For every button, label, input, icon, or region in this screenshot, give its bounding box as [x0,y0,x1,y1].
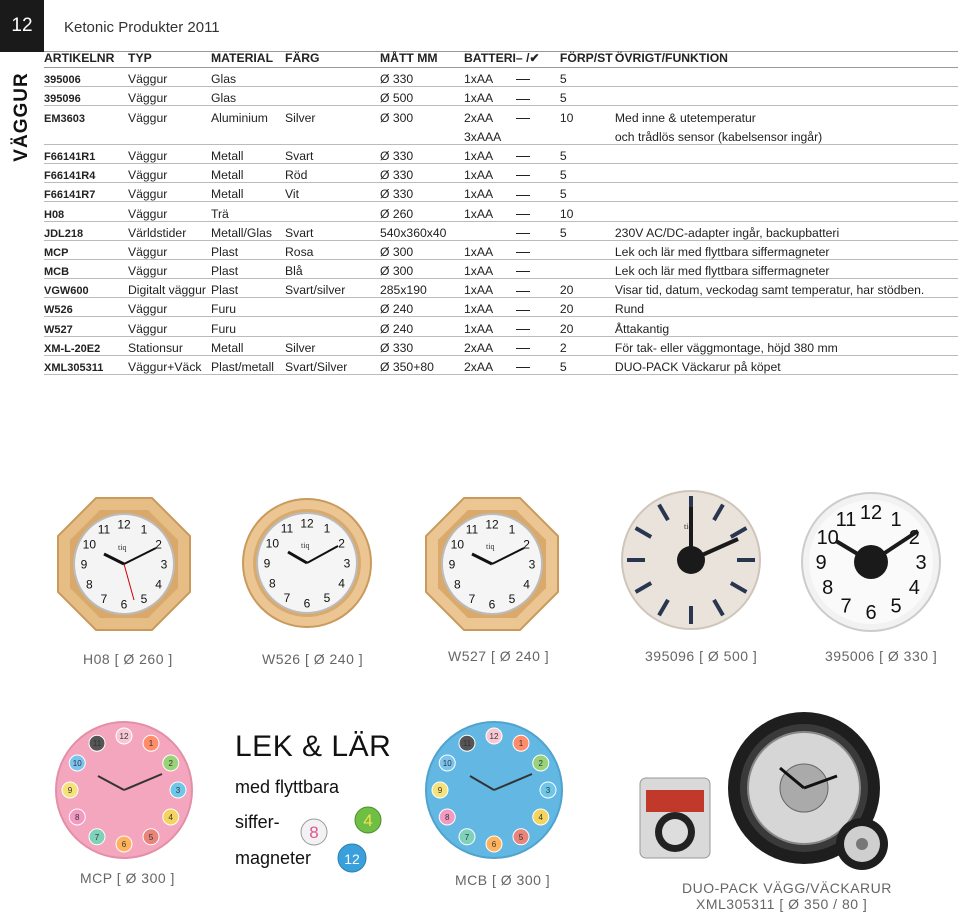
dial-number: 6 [865,602,877,625]
product-image-duo-pack [632,708,942,876]
dial-number: 10 [816,527,839,550]
dial-number: 6 [491,840,497,849]
table-row [44,317,958,336]
table-cell-typ: Väggur [128,240,211,259]
dial-number: 9 [815,552,827,575]
dial-number: 3 [160,557,168,572]
table-cell-artikelnr: VGW600 [44,279,128,298]
table-cell-matt [380,125,464,144]
dash-mark [516,175,530,176]
table-cell-typ: Väggur [128,106,211,125]
table-cell-farg [285,202,380,221]
dial-number: 2 [908,527,920,550]
table-cell-farg: Röd [285,163,380,182]
dash-mark [516,310,530,311]
table-cell-batteri: 2xAA [464,355,516,374]
dial-number: 4 [538,813,543,822]
dial-number: 10 [265,536,280,551]
dial-number: 4 [338,576,345,591]
table-cell-batteri: 1xAA [464,87,516,106]
table-cell-material: Aluminium [211,106,285,125]
table-cell-check [516,183,560,202]
product-image-w527 [424,496,560,632]
table-cell-ovrigt: För tak- eller väggmontage, höjd 380 mm [615,336,958,355]
dial-number: 4 [155,577,162,592]
table-cell-farg: Blå [285,259,380,278]
magnet-12: 12 [344,851,360,867]
product-image-w526 [240,496,374,630]
table-cell-typ: Väggur [128,87,211,106]
dial-number: 2 [538,759,543,768]
dial-number: 5 [508,591,516,606]
table-cell-batteri: 1xAA [464,279,516,298]
dial-number: 11 [280,521,294,536]
table-row [44,336,958,355]
caption-duo-pack: DUO-PACK VÄGG/VÄCKARUR [682,880,892,896]
table-cell-farg [285,68,380,87]
table-cell-check [516,336,560,355]
product-image-mcb [424,720,564,860]
dial-number: 4 [168,813,173,822]
dial-number: 10 [442,759,452,768]
dial-number: 7 [464,832,470,842]
table-cell-artikelnr: JDL218 [44,221,128,240]
dial-number: 1 [518,739,524,749]
table-cell-batteri: 1xAA [464,68,516,87]
table-cell-forp: 5 [560,87,615,106]
table-cell-material: Plast [211,240,285,259]
table-row [44,183,958,202]
table-cell-matt: Ø 330 [380,68,464,87]
table-cell-material: Glas [211,87,285,106]
table-cell-artikelnr: F66141R1 [44,144,128,163]
table-cell-batteri: 1xAA [464,183,516,202]
table-cell-batteri: 1xAA [464,240,516,259]
header-col-check: – /✔ [516,48,560,68]
dial-number: 1 [508,522,516,537]
table-cell-material: Glas [211,68,285,87]
table-cell-forp [560,125,615,144]
header-col-farg: FÄRG [285,48,380,68]
brand-label: tiq [301,541,310,550]
dial-number: 12 [859,502,883,525]
brand-label: tiq [486,542,495,551]
brand-label: tiq [684,522,693,531]
table-cell-typ: Digitalt väggur [128,279,211,298]
table-cell-typ: Väggur [128,259,211,278]
table-cell-matt: Ø 330 [380,163,464,182]
table-row [44,87,958,106]
table-row [44,279,958,298]
dash-mark [516,233,530,234]
magnet-4: 4 [363,811,373,830]
table-cell-material: Metall/Glas [211,221,285,240]
table-cell-check [516,317,560,336]
table-cell-check [516,125,560,144]
dial-number: 12 [485,517,499,532]
table-cell-farg: Silver [285,106,380,125]
table-cell-farg: Svart [285,221,380,240]
promo-line-4: magneter [235,848,312,868]
table-body [44,68,958,375]
product-image-h08 [56,496,192,632]
table-cell-typ: Väggur [128,144,211,163]
table-cell-matt: Ø 300 [380,259,464,278]
dash-mark [516,118,530,119]
dial-number: 8 [454,577,461,592]
dash-mark [516,367,530,368]
dial-number: 8 [269,576,276,591]
table-cell-typ: Väggur [128,163,211,182]
table-cell-batteri: 1xAA [464,202,516,221]
dash-mark [516,329,530,330]
table-cell-check [516,163,560,182]
table-cell-ovrigt: Visar tid, datum, veckodag samt temperatur, har stödben. [615,279,958,298]
dial-number: 12 [300,516,314,531]
dial-number: 10 [72,759,82,768]
table-cell-typ: Väggur [128,68,211,87]
dial-number: 7 [840,595,852,618]
table-cell-batteri [464,221,516,240]
table-cell-farg: Svart [285,144,380,163]
table-cell-ovrigt: Lek och lär med flyttbara siffermagneter [615,259,958,278]
table-cell-check [516,259,560,278]
page-header-title: Ketonic Produkter 2011 [64,19,220,36]
table-cell-matt: Ø 330 [380,183,464,202]
table-cell-farg: Svart/Silver [285,355,380,374]
promo-line-3: siffer- [235,812,280,832]
dial-number: 9 [67,786,73,795]
table-cell-check [516,87,560,106]
table-cell-artikelnr: 395096 [44,87,128,106]
dial-number: 3 [528,557,536,572]
table-cell-farg [285,125,380,144]
section-side-label: VÄGGUR [11,72,32,162]
caption-mcb: MCB [ Ø 300 ] [455,872,551,888]
caption-duo-pack-code: XML305311 [ Ø 350 / 80 ] [696,896,868,912]
dial-number: 12 [489,732,499,741]
header-col-material: MATERIAL [211,48,285,68]
table-cell-material: Plast [211,259,285,278]
dial-number: 10 [450,537,465,552]
dial-number: 6 [120,597,128,612]
dash-mark [516,214,530,215]
table-cell-matt: Ø 240 [380,317,464,336]
product-image-395096 [620,489,762,631]
caption-395096: 395096 [ Ø 500 ] [645,648,758,664]
table-cell-ovrigt: 230V AC/DC-adapter ingår, backupbatteri [615,221,958,240]
table-row [44,221,958,240]
table-cell-typ: Väggur+Väck [128,355,211,374]
dial-number: 2 [523,537,530,552]
table-cell-batteri: 1xAA [464,144,516,163]
dial-number: 6 [121,840,127,849]
dash-mark [516,99,530,100]
table-cell-material: Furu [211,298,285,317]
table-cell-batteri: 1xAA [464,259,516,278]
table-row [44,355,958,374]
caption-395006: 395006 [ Ø 330 ] [825,648,938,664]
table-cell-check [516,68,560,87]
magnet-8: 8 [309,823,319,842]
table-cell-artikelnr: H08 [44,202,128,221]
promo-magnets [298,800,388,874]
table-cell-ovrigt: och trådlös sensor (kabelsensor ingår) [615,125,958,144]
table-cell-ovrigt [615,163,958,182]
table-cell-check [516,298,560,317]
table-cell-forp: 5 [560,163,615,182]
table-cell-artikelnr: W526 [44,298,128,317]
table-cell-forp: 5 [560,355,615,374]
dial-number: 8 [86,577,93,592]
table-cell-typ: Väggur [128,202,211,221]
table-cell-forp: 5 [560,68,615,87]
table-cell-forp [560,259,615,278]
table-cell-material: Metall [211,183,285,202]
dial-number: 9 [263,556,271,571]
table-row [44,106,958,125]
table-cell-material: Plast [211,279,285,298]
dial-number: 1 [148,739,154,749]
table-cell-matt: Ø 300 [380,240,464,259]
table-cell-matt: Ø 500 [380,87,464,106]
table-cell-material [211,125,285,144]
table-cell-check [516,202,560,221]
product-spec-table [44,48,958,375]
table-cell-batteri: 1xAA [464,163,516,182]
table-cell-matt: 285x190 [380,279,464,298]
dial-number: 11 [835,508,857,531]
table-cell-artikelnr: XM-L-20E2 [44,336,128,355]
table-row [44,163,958,182]
dial-number: 7 [100,591,108,606]
table-cell-batteri: 3xAAA [464,125,516,144]
dial-number: 1 [140,522,148,537]
table-cell-matt: Ø 260 [380,202,464,221]
table-cell-forp [560,240,615,259]
dial-number: 3 [545,786,551,795]
dial-number: 3 [915,552,927,575]
dial-number: 3 [343,556,351,571]
table-cell-ovrigt: Med inne & utetemperatur [615,106,958,125]
dial-number: 8 [75,813,80,822]
caption-mcp: MCP [ Ø 300 ] [80,870,175,886]
product-image-mcp [54,720,194,860]
table-row [44,240,958,259]
table-row [44,68,958,87]
table-cell-ovrigt [615,87,958,106]
table-cell-batteri: 2xAA [464,336,516,355]
dash-mark [516,156,530,157]
table-cell-typ [128,125,211,144]
table-row [44,144,958,163]
dial-number: 9 [448,557,456,572]
table-cell-artikelnr: XML305311 [44,355,128,374]
dial-number: 3 [175,786,181,795]
dial-number: 4 [908,577,920,600]
table-cell-typ: Väggur [128,298,211,317]
header-col-typ: TYP [128,48,211,68]
dial-number: 4 [523,577,530,592]
table-cell-farg: Svart/silver [285,279,380,298]
table-cell-typ: Väggur [128,317,211,336]
product-image-395006 [800,491,942,633]
dial-number: 12 [117,517,131,532]
table-cell-ovrigt [615,202,958,221]
page-number: 12 [0,0,44,52]
table-cell-forp: 10 [560,106,615,125]
table-cell-material: Metall [211,336,285,355]
table-cell-ovrigt: Rund [615,298,958,317]
table-cell-farg [285,317,380,336]
dial-number: 5 [148,832,154,842]
table-cell-matt: Ø 350+80 [380,355,464,374]
dial-number: 7 [94,832,100,842]
table-cell-farg: Vit [285,183,380,202]
table-cell-typ: Väggur [128,183,211,202]
table-cell-artikelnr [44,125,128,144]
caption-w527: W527 [ Ø 240 ] [448,648,550,664]
table-cell-artikelnr: EM3603 [44,106,128,125]
table-cell-forp: 20 [560,317,615,336]
header-col-batteri: BATTERI [464,48,516,68]
dial-number: 11 [92,739,102,749]
dial-number: 5 [890,595,902,618]
table-cell-farg [285,298,380,317]
dial-number: 7 [283,590,291,605]
table-cell-matt: Ø 330 [380,336,464,355]
table-cell-matt: Ø 240 [380,298,464,317]
dial-number: 8 [445,813,450,822]
dial-number: 5 [518,832,524,842]
table-cell-matt: Ø 330 [380,144,464,163]
table-cell-batteri: 2xAA [464,106,516,125]
table-cell-matt: 540x360x40 [380,221,464,240]
dial-number: 2 [155,537,162,552]
dash-mark [516,79,530,80]
table-cell-ovrigt [615,68,958,87]
dial-number: 11 [465,522,479,537]
brand-label: tiq [118,543,127,552]
header-col-artikelnr: ARTIKELNR [44,48,128,68]
table-cell-forp: 20 [560,298,615,317]
table-cell-ovrigt [615,183,958,202]
table-cell-ovrigt: DUO-PACK Väckarur på köpet [615,355,958,374]
table-cell-ovrigt: Åttakantig [615,317,958,336]
caption-w526: W526 [ Ø 240 ] [262,651,364,667]
table-cell-forp: 5 [560,144,615,163]
table-cell-material: Trä [211,202,285,221]
table-cell-artikelnr: 395006 [44,68,128,87]
dial-number: 2 [168,759,173,768]
dash-mark [516,291,530,292]
table-cell-artikelnr: W527 [44,317,128,336]
dial-number: 11 [97,522,111,537]
dial-number: 1 [890,508,902,531]
dial-number: 8 [822,577,834,600]
table-cell-typ: Stationsur [128,336,211,355]
table-cell-farg [285,87,380,106]
dial-number: 6 [488,597,496,612]
table-cell-artikelnr: MCP [44,240,128,259]
table-cell-typ: Världstider [128,221,211,240]
table-cell-forp: 5 [560,183,615,202]
table-cell-artikelnr: F66141R4 [44,163,128,182]
table-cell-forp: 10 [560,202,615,221]
dial-number: 2 [338,536,345,551]
dial-number: 6 [303,596,311,611]
table-cell-forp: 2 [560,336,615,355]
table-cell-material: Furu [211,317,285,336]
table-row [44,298,958,317]
table-cell-check [516,279,560,298]
header-col-matt: MÅTT MM [380,48,464,68]
header-col-ovrigt: ÖVRIGT/FUNKTION [615,48,958,68]
table-cell-farg: Rosa [285,240,380,259]
dash-mark [516,271,530,272]
caption-h08: H08 [ Ø 260 ] [83,651,173,667]
table-row [44,259,958,278]
table-row [44,125,958,144]
table-cell-check [516,221,560,240]
table-cell-check [516,240,560,259]
table-cell-ovrigt [615,144,958,163]
table-cell-check [516,355,560,374]
table-cell-check [516,106,560,125]
dash-mark [516,348,530,349]
table-cell-material: Plast/metall [211,355,285,374]
dash-mark [516,195,530,196]
dial-number: 1 [323,521,331,536]
table-cell-check [516,144,560,163]
table-cell-batteri: 1xAA [464,298,516,317]
dial-number: 12 [119,732,129,741]
table-cell-matt: Ø 300 [380,106,464,125]
dial-number: 9 [437,786,443,795]
table-cell-ovrigt: Lek och lär med flyttbara siffermagneter [615,240,958,259]
table-cell-forp: 5 [560,221,615,240]
table-cell-batteri: 1xAA [464,317,516,336]
table-cell-artikelnr: MCB [44,259,128,278]
dial-number: 5 [323,590,331,605]
promo-line-2: med flyttbara [235,777,340,797]
dial-number: 10 [82,537,97,552]
table-header-row [44,48,958,68]
table-cell-material: Metall [211,163,285,182]
table-cell-artikelnr: F66141R7 [44,183,128,202]
dial-number: 9 [80,557,88,572]
table-cell-material: Metall [211,144,285,163]
dial-number: 11 [462,739,472,749]
promo-title: LEK & LÄR [235,730,392,763]
table-row [44,202,958,221]
dash-mark [516,252,530,253]
header-col-forp: FÖRP/ST [560,48,615,68]
table-cell-farg: Silver [285,336,380,355]
dial-number: 7 [468,591,476,606]
dial-number: 5 [140,591,148,606]
table-cell-forp: 20 [560,279,615,298]
